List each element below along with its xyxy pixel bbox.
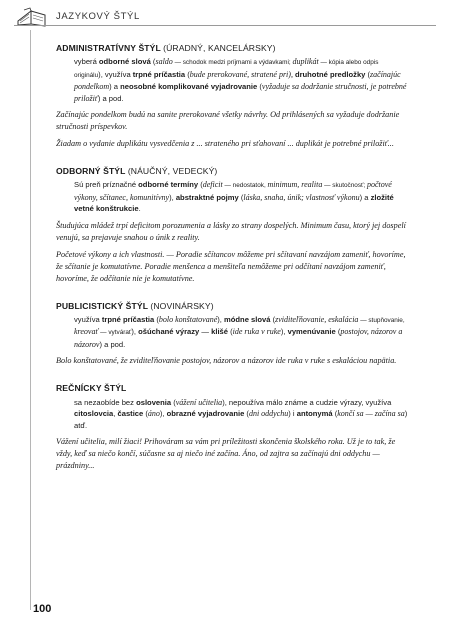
section-title-publicistic: PUBLICISTICKÝ ŠTÝL (NOVINÁRSKY) bbox=[56, 300, 214, 311]
section-body-publicistic: využíva trpné príčastia (bolo konštatované), módne slová (zviditeľňovanie, eskalácia — stupňovanie, kreovať — vytvárať), ošúchané výrazy — klišé (ide ruka v ruke), vymenúvanie (postojov, názorov a názorov) a pod. bbox=[74, 315, 405, 349]
header-divider bbox=[14, 25, 436, 26]
section-body-administrative: vyberá odborné slová (saldo — schodok medzi príjmami a výdavkami; duplikát — kópia alebo odpis originálu), využíva trpné príčastia (bude prerokované, stratené pri), druhotné predložky (začínajúc pondelkom) a neosobné komplikované vyjadrovanie (vyžaduje sa dodržanie stručnosti, je potrebné priložiť) a pod. bbox=[74, 57, 407, 103]
page-header bbox=[0, 0, 450, 30]
page-content bbox=[56, 43, 408, 472]
section-title-administrative: ADMINISTRATÍVNY ŠTÝL (ÚRADNÝ, KANCELÁRSKY) bbox=[56, 43, 276, 53]
example-text: Začínajúc pondelkom budú na sanite prerokované všetky návrhy. Od prihlásených sa vyžaduje dodržanie stručnosti príspevkov. bbox=[56, 110, 400, 132]
open-book-icon bbox=[16, 7, 48, 32]
example-text: Bolo konštatované, že zviditeľňovanie postojov, názorov a názorov ide ruka v ruke s eskaláciou napätia. bbox=[56, 356, 397, 366]
example-text: Početové výkony a ich vlastnosti. — Poradie sčítancov môžeme pri sčítavaní navzájom zameniť, hovoríme, že sčítanie je komutatívne. Poradie menšenca a menšiteľa nemôžeme pri odčítaní navzájom zameniť, hovoríme, že odčítanie nie je komutatívne. bbox=[56, 249, 406, 283]
section-title-professional: ODBORNÝ ŠTÝL (NÁUČNÝ, VEDECKÝ) bbox=[56, 166, 218, 177]
example-text: Žiadam o vydanie duplikátu vysvedčenia z ... strateného pri sťahovaní ... duplikát je potrebné priložiť... bbox=[56, 139, 394, 149]
page-number: 100 bbox=[33, 603, 52, 615]
margin-rule bbox=[30, 30, 31, 610]
example-text: Vážení učitelia, milí žiaci! Prihováram sa vám pri príležitosti skončenia školského roka. Už je to tak, že vždy, keď sa niečo končí, súčasne sa aj niečo iné začína. Áno, od zajtra sa začínajú dni oddychu — prázdniny... bbox=[56, 436, 396, 470]
section-body-oratorical: sa nezaobíde bez oslovenia (vážení učitelia), nepoužíva málo známe a cudzie výrazy, využíva citoslovcia, častice (áno), obrazné vyjadrovanie (dni oddychu) i antonymá (končí sa — začína sa) atď. bbox=[74, 397, 408, 430]
header-title: JAZYKOVÝ ŠTÝL bbox=[56, 11, 140, 22]
section-body-professional: Sú preň príznačné odborné termíny (deficit — nedostatok, minimum, realita — skutočnosť; počtové výkony, sčítanec, komunitívny), abstraktné pojmy (láska, snaha, únik; vlastnosť výkonu) a zložité vetné konštrukcie. bbox=[74, 180, 394, 214]
example-text: Študujúca mládež trpí deficitom porozumenia a lásky zo strany dospelých. Minimum času, ktorý jej dospelí venujú, sa prejavuje snahou o únik z reality. bbox=[56, 220, 406, 242]
section-title-oratorical: REČNÍCKY ŠTÝL bbox=[56, 383, 127, 394]
